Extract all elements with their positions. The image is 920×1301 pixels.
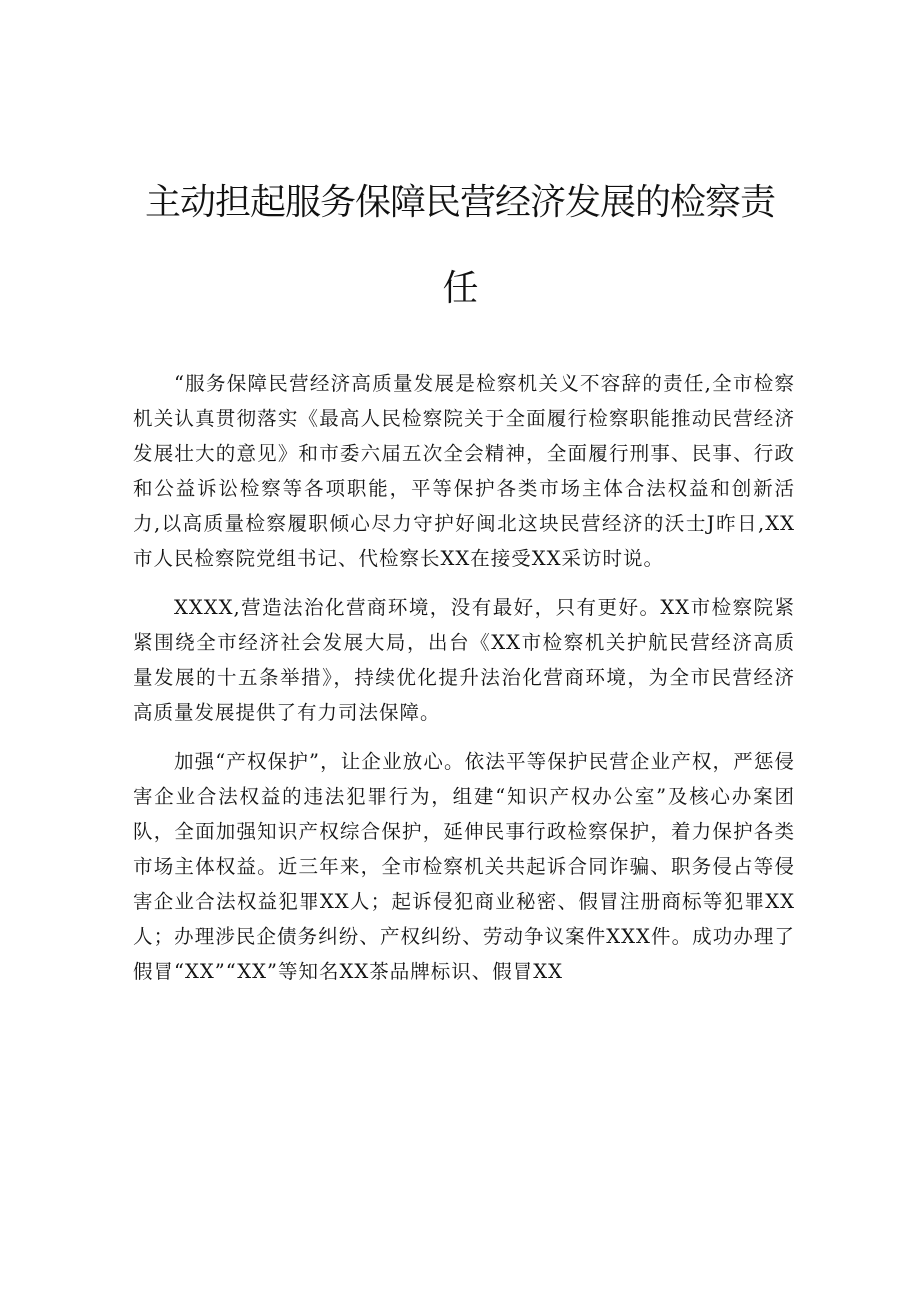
paragraph-3: 加强“产权保护”，让企业放心。依法平等保护民营企业产权，严惩侵害企业合法权益的违法犯罪行为，组建“知识产权办公室”及核心办案团队，全面加强知识产权综合保护，延伸民事行政检察保护，着力保护各类市场主体权益。近三年来，全市检察机关共起诉合同诈骗、职务侵占等侵害企业合法权益犯罪XX人；起诉侵犯商业秘密、假冒注册商标等犯罪XX人；办理涉民企债务纠纷、产权纠纷、劳动争议案件XXX件。成功办理了假冒“XX”“XX”等知名XX茶品牌标识、假冒XX xyxy=(133,750,795,983)
paragraph-1: “服务保障民营经济高质量发展是检察机关义不容辞的责任,全市检察机关认真贯彻落实《最高人民检察院关于全面履行检察职能推动民营经济发展壮大的意见》和市委六届五次全会精神，全面履行刑事、民事、行政和公益诉讼检察等各项职能，平等保护各类市场主体合法权益和创新活力,以高质量检察履职倾心尽力守护好闽北这块民营经济的沃士J昨日,XX市人民检察院党组书记、代检察长XX在接受XX采访时说。 xyxy=(133,372,795,570)
title-line-2: 任 xyxy=(442,268,478,309)
title-line-1: 主动担起服务保障民营经济发展的检察责 xyxy=(144,182,775,223)
document-title xyxy=(130,160,790,332)
paragraph-2: XXXX,营造法治化营商环境，没有最好，只有更好。XX市检察院紧紧围绕全市经济社会发展大局，出台《XX市检察机关护航民营经济高质量发展的十五条举措》，持续优化提升法治化营商环境，为全市民营经济高质量发展提供了有力司法保障。 xyxy=(133,596,795,724)
document-body xyxy=(133,366,795,1003)
